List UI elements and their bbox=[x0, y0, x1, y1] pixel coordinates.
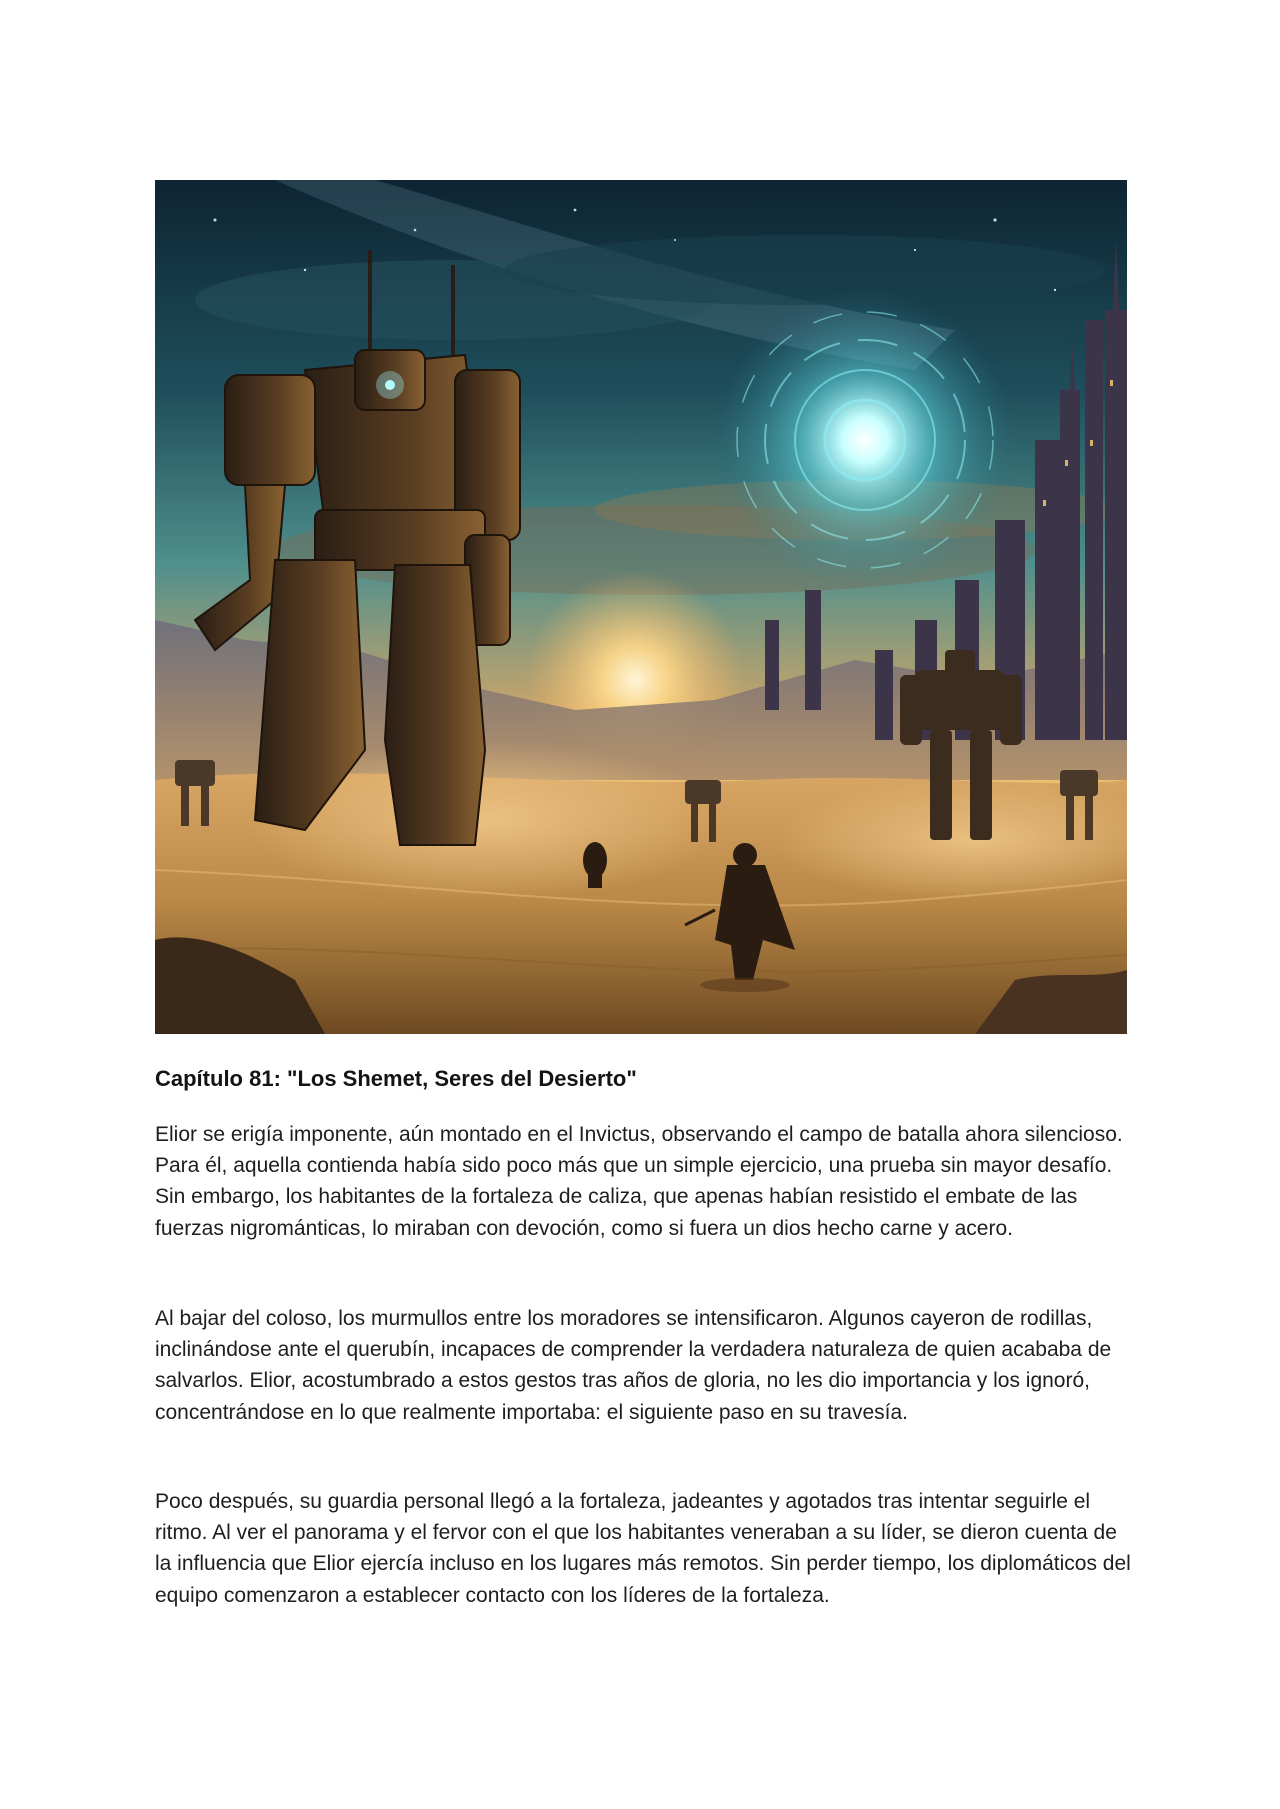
paragraph-2: Al bajar del coloso, los murmullos entre los moradores se intensificaron. Algunos cayeron de rodillas, inclinándose ante el querubín, incapaces de comprender la verdadera naturaleza de quien acababa de salvarlos. Elior, acostumbrado a estos gestos tras años de gloria, no les dio importancia y los ignoró, concentrándose en lo que realmente importaba: el siguiente paso en su travesía. bbox=[155, 1307, 1112, 1424]
illustration-svg bbox=[155, 180, 1127, 1034]
chapter-illustration bbox=[155, 180, 1127, 1034]
chapter-title: Capítulo 81: "Los Shemet, Seres del Desierto" bbox=[155, 1066, 637, 1091]
paragraph-3: Poco después, su guardia personal llegó a la fortaleza, jadeantes y agotados tras intentar seguirle el ritmo. Al ver el panorama y el fervor con el que los habitantes veneraban a su líder, se dieron cuenta de la influencia que Elior ejercía incluso en los lugares más remotos. Sin perder tiempo, los diplomáticos del equipo comenzaron a establecer contacto con los líderes de la fortaleza. bbox=[155, 1490, 1131, 1607]
paragraph-1: Elior se erigía imponente, aún montado en el Invictus, observando el campo de batalla ahora silencioso. Para él, aquella contienda había sido poco más que un simple ejercicio, una prueba sin mayor desafío. Sin embargo, los habitantes de la fortaleza de caliza, que apenas habían resistido el embate de las fuerzas nigrománticas, lo miraban con devoción, como si fuera un dios hecho carne y acero. bbox=[155, 1123, 1123, 1240]
